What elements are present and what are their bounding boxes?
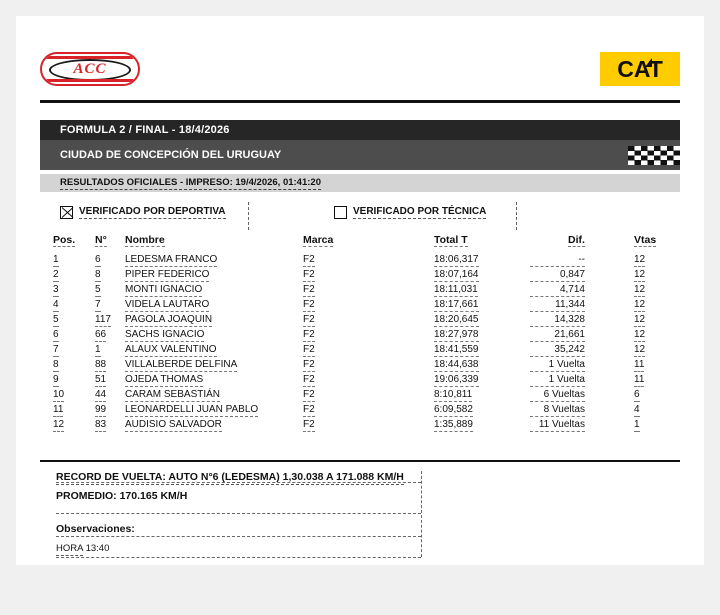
cell-marca: F2 <box>303 359 315 370</box>
cell-vtas: 12 <box>634 344 646 355</box>
column-header-pos: Pos. <box>53 234 76 246</box>
cell-vtas: 11 <box>634 359 645 370</box>
cell-num: 8 <box>95 269 101 280</box>
document-header <box>16 16 704 94</box>
verificado-tecnica-label: VERIFICADO POR TÉCNICA <box>353 206 487 217</box>
table-row <box>40 284 680 299</box>
cell-num: 117 <box>95 314 111 325</box>
table-row <box>40 374 680 389</box>
footer-divider <box>40 460 680 462</box>
cell-num: 6 <box>95 254 101 265</box>
cell-pos: 3 <box>53 284 59 295</box>
hora-value: 13:40 <box>85 543 110 554</box>
table-row <box>40 344 680 359</box>
cell-marca: F2 <box>303 329 315 340</box>
cell-total: 6:09,582 <box>434 404 473 415</box>
cell-total: 1:35,889 <box>434 419 473 430</box>
cell-vtas: 1 <box>634 419 640 430</box>
table-row <box>40 359 680 374</box>
cell-num: 44 <box>95 389 107 400</box>
cell-pos: 5 <box>53 314 59 325</box>
venue-bar: CIUDAD DE CONCEPCIÓN DEL URUGUAY <box>40 140 680 170</box>
column-header-dif: Dif. <box>568 234 585 246</box>
cell-marca: F2 <box>303 404 315 415</box>
checkered-flag-icon <box>628 146 680 165</box>
column-header-vtas: Vtas <box>634 234 657 246</box>
cell-name: AUDISIO SALVADOR <box>125 419 222 430</box>
cell-pos: 7 <box>53 344 59 355</box>
table-row <box>40 419 680 434</box>
cell-dif: 21,661 <box>530 329 585 342</box>
page-margin-top <box>0 0 720 16</box>
cell-marca: F2 <box>303 299 315 310</box>
table-row <box>40 269 680 284</box>
official-results-bar <box>40 174 680 192</box>
cell-dif: 1 Vuelta <box>530 374 585 387</box>
cell-total: 18:07,164 <box>434 269 479 280</box>
cell-pos: 10 <box>53 389 65 400</box>
cell-dif: 0,847 <box>530 269 585 282</box>
cell-vtas: 12 <box>634 269 646 280</box>
cell-name: ALAUX VALENTINO <box>125 344 217 355</box>
hora-label: HORA <box>56 543 83 554</box>
footer-dash-3 <box>56 536 421 537</box>
cell-dif: 11,344 <box>530 299 585 312</box>
cell-pos: 4 <box>53 299 59 310</box>
page-margin-left <box>0 0 16 615</box>
cell-marca: F2 <box>303 284 315 295</box>
cell-name: OJEDA THOMAS <box>125 374 204 385</box>
results-table <box>40 234 680 434</box>
promedio-text: PROMEDIO: 170.165 KM/H <box>56 490 188 502</box>
cell-dif: 1 Vuelta <box>530 359 585 372</box>
verification-divider-1 <box>248 202 249 230</box>
cell-marca: F2 <box>303 269 315 280</box>
column-header-num: N° <box>95 234 107 246</box>
cell-pos: 6 <box>53 329 59 340</box>
cat-logo-text: CAT <box>617 55 663 82</box>
cell-name: PAGOLA JOAQUIN <box>125 314 213 325</box>
cell-num: 99 <box>95 404 107 415</box>
cell-dif: 8 Vueltas <box>530 404 585 417</box>
event-title-bar: FORMULA 2 / FINAL - 18/4/2026 <box>40 120 680 140</box>
cell-total: 18:27,978 <box>434 329 479 340</box>
cell-pos: 2 <box>53 269 59 280</box>
column-header-name: Nombre <box>125 234 165 246</box>
cell-vtas: 6 <box>634 389 640 400</box>
cell-name: SACHS IGNACIO <box>125 329 205 340</box>
verificado-deportiva-checkbox[interactable] <box>60 206 73 219</box>
cell-name: CARAM SEBASTIÁN <box>125 389 221 400</box>
cell-pos: 12 <box>53 419 65 430</box>
cell-name: VIDELA LAUTARO <box>125 299 210 310</box>
cell-vtas: 4 <box>634 404 640 415</box>
results-sheet <box>16 16 704 565</box>
cell-dif: 4,714 <box>530 284 585 297</box>
cell-dif: 11 Vueltas <box>530 419 585 432</box>
cell-marca: F2 <box>303 254 315 265</box>
cell-dif: 14,328 <box>530 314 585 327</box>
cell-dif: 6 Vueltas <box>530 389 585 402</box>
cell-total: 18:44,638 <box>434 359 479 370</box>
footer-dash-col <box>421 471 422 557</box>
table-row <box>40 314 680 329</box>
footer-dash-1 <box>56 482 421 483</box>
hora-row <box>56 543 109 554</box>
table-row <box>40 329 680 344</box>
cell-marca: F2 <box>303 344 315 355</box>
record-vuelta-text: RECORD DE VUELTA: AUTO N°6 (LEDESMA) 1,30.038 A 171.088 KM/H <box>56 471 404 483</box>
cat-logo <box>600 52 680 86</box>
cell-vtas: 12 <box>634 254 646 265</box>
cell-pos: 8 <box>53 359 59 370</box>
cell-total: 19:06,339 <box>434 374 479 385</box>
cell-total: 18:11,031 <box>434 284 478 295</box>
cell-name: PIPER FEDERICO <box>125 269 210 280</box>
cell-dif: -- <box>530 254 585 267</box>
cell-num: 1 <box>95 344 101 355</box>
page-margin-right <box>704 0 720 615</box>
cell-num: 7 <box>95 299 101 310</box>
cell-total: 18:06,317 <box>434 254 479 265</box>
verificado-tecnica-checkbox[interactable] <box>334 206 347 219</box>
page-margin-bottom <box>0 565 720 615</box>
cell-marca: F2 <box>303 419 315 430</box>
observaciones-label: Observaciones: <box>56 523 135 535</box>
verificado-deportiva-label: VERIFICADO POR DEPORTIVA <box>79 206 226 217</box>
column-header-total: Total T <box>434 234 468 246</box>
acc-logo <box>40 52 140 86</box>
cell-num: 66 <box>95 329 107 340</box>
cell-total: 18:17,661 <box>434 299 479 310</box>
cell-vtas: 11 <box>634 374 645 385</box>
cell-pos: 9 <box>53 374 59 385</box>
cell-marca: F2 <box>303 389 315 400</box>
table-row <box>40 299 680 314</box>
cell-num: 5 <box>95 284 101 295</box>
cell-marca: F2 <box>303 374 315 385</box>
cell-marca: F2 <box>303 314 315 325</box>
header-divider <box>40 100 680 103</box>
verification-row <box>60 206 680 222</box>
cell-name: LEDESMA FRANCO <box>125 254 218 265</box>
cell-pos: 11 <box>53 404 64 415</box>
acc-logo-text: ACC <box>73 61 107 77</box>
cell-vtas: 12 <box>634 299 646 310</box>
footer-dash-4 <box>56 557 421 558</box>
cell-vtas: 12 <box>634 314 646 325</box>
cell-name: VILLALBERDE DELFINA <box>125 359 238 370</box>
official-results-text: RESULTADOS OFICIALES - IMPRESO: 19/4/2026, 01:41:20 <box>60 177 321 188</box>
cell-num: 83 <box>95 419 107 430</box>
cell-total: 18:20,645 <box>434 314 479 325</box>
cell-vtas: 12 <box>634 284 646 295</box>
table-header-row <box>40 234 680 254</box>
table-row <box>40 389 680 404</box>
cell-num: 51 <box>95 374 107 385</box>
cell-dif: 35,242 <box>530 344 585 357</box>
acc-logo-bar-bottom <box>46 79 134 82</box>
cell-pos: 1 <box>53 254 59 265</box>
table-row <box>40 254 680 269</box>
cell-total: 8:10,811 <box>434 389 473 400</box>
cell-name: LEONARDELLI JUAN PABLO <box>125 404 259 415</box>
cell-name: MONTI IGNACIO <box>125 284 203 295</box>
cell-vtas: 12 <box>634 329 646 340</box>
column-header-marca: Marca <box>303 234 334 246</box>
cell-num: 88 <box>95 359 107 370</box>
cell-total: 18:41,559 <box>434 344 479 355</box>
footer-dash-2 <box>56 513 421 514</box>
verification-divider-2 <box>516 202 517 230</box>
table-row <box>40 404 680 419</box>
